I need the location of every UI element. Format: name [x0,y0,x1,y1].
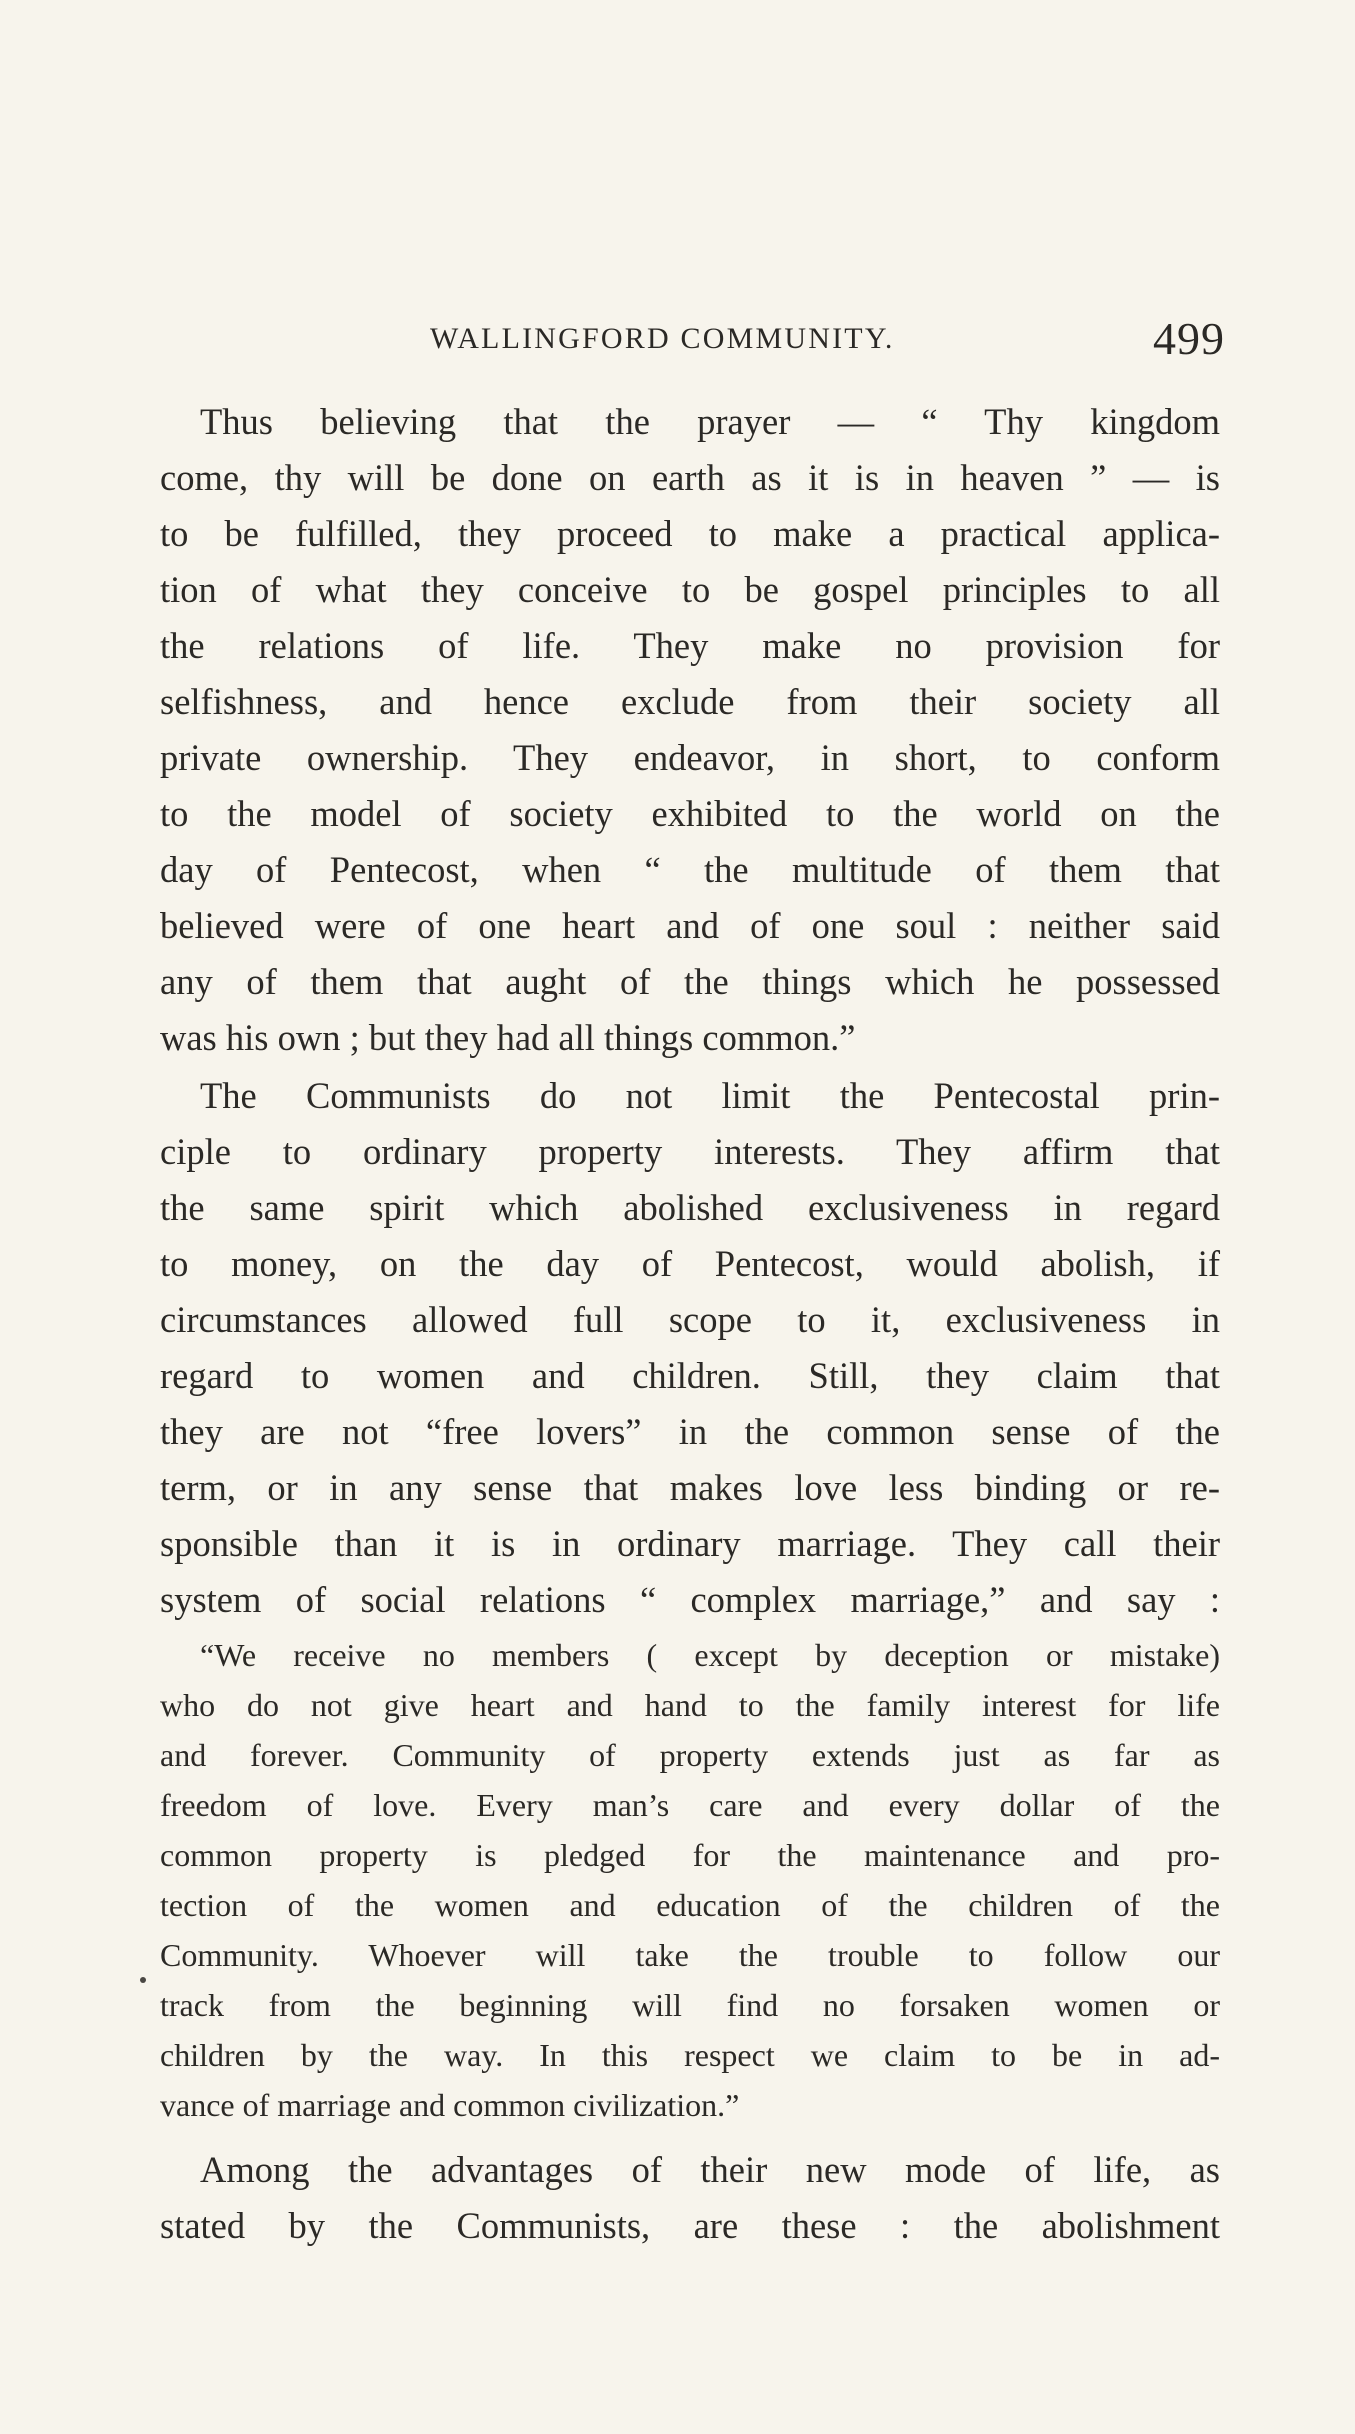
body-line: circumstances allowed full scope to it, exclusiveness in [160,1299,1220,1340]
margin-speck [140,1977,146,1983]
body-line: they are not “free lovers” in the common sense of the [160,1411,1220,1452]
body-line: to money, on the day of Pentecost, would abolish, if [160,1243,1220,1284]
page-number: 499 [1153,313,1225,364]
body-line: stated by the Communists, are these : the abolishment [160,2205,1220,2246]
quote-line: and forever. Community of property extends just as far as [160,1737,1220,1773]
quote-line: Community. Whoever will take the trouble to follow our [160,1937,1220,1973]
body-line: was his own ; but they had all things common.” [160,1017,856,1058]
quote-line: children by the way. In this respect we claim to be in ad- [160,2037,1220,2073]
running-title: WALLINGFORD COMMUNITY. [430,322,895,355]
body-line: to the model of society exhibited to the world on the [160,793,1220,834]
body-line: The Communists do not limit the Pentecostal prin- [200,1075,1220,1116]
quote-line: who do not give heart and hand to the family interest for life [160,1687,1220,1723]
body-line: system of social relations “ complex marriage,” and say : [160,1579,1220,1620]
body-line: Among the advantages of their new mode of life, as [200,2149,1220,2190]
quote-line: freedom of love. Every man’s care and every dollar of the [160,1787,1220,1823]
quote-line: tection of the women and education of the children of the [160,1887,1220,1923]
body-line: come, thy will be done on earth as it is in heaven ” — is [160,457,1220,498]
quote-line: vance of marriage and common civilization.” [160,2087,740,2123]
quote-line: “We receive no members ( except by deception or mistake) [200,1637,1220,1673]
quote-line: common property is pledged for the maintenance and pro- [160,1837,1220,1873]
body-line: to be fulfilled, they proceed to make a practical applica- [160,513,1220,554]
body-line: Thus believing that the prayer — “ Thy kingdom [200,401,1220,442]
body-line: sponsible than it is in ordinary marriage. They call their [160,1523,1220,1564]
body-line: regard to women and children. Still, they claim that [160,1355,1220,1396]
body-line: day of Pentecost, when “ the multitude of them that [160,849,1220,890]
body-line: selfishness, and hence exclude from their society all [160,681,1220,722]
running-head [200,313,1235,378]
body-line: term, or in any sense that makes love less binding or re- [160,1467,1220,1508]
body-line: the relations of life. They make no provision for [160,625,1220,666]
quote-line: track from the beginning will find no forsaken women or [160,1987,1220,2023]
body-line: any of them that aught of the things which he possessed [160,961,1220,1002]
body-line: the same spirit which abolished exclusiveness in regard [160,1187,1220,1228]
body-line: ciple to ordinary property interests. They affirm that [160,1131,1220,1172]
body-line: tion of what they conceive to be gospel principles to all [160,569,1220,610]
body-line: believed were of one heart and of one soul : neither said [160,905,1220,946]
body-line: private ownership. They endeavor, in short, to conform [160,737,1220,778]
